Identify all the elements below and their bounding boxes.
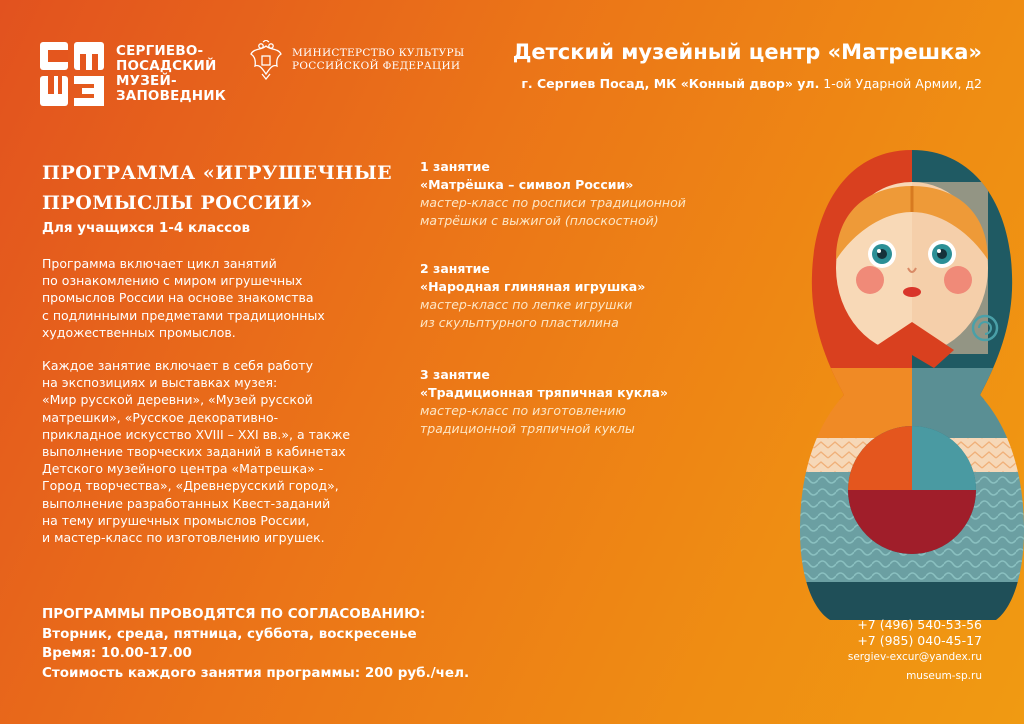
program-details: [42, 357, 412, 546]
text-line: выполнение творческих заданий в кабинетах: [42, 444, 346, 460]
museum-name-line: СЕРГИЕВО-: [116, 43, 204, 59]
lesson-1: [420, 158, 760, 230]
program-title-line: ПРОМЫСЛЫ РОССИИ»: [42, 192, 313, 214]
program-title-line: ПРОГРАММА «ИГРУШЕЧНЫЕ: [42, 162, 393, 184]
lesson-description: традиционной тряпичной куклы: [420, 421, 635, 436]
lesson-name: «Традиционная тряпичная кукла»: [420, 385, 668, 400]
lesson-name: «Матрёшка – символ России»: [420, 177, 634, 192]
lesson-description: мастер-класс по росписи традиционной: [420, 195, 686, 210]
museum-name-line: МУЗЕЙ-: [116, 73, 177, 89]
lesson-number: 3 занятие: [420, 367, 490, 382]
text-line: и мастер-класс по изготовлению игрушек.: [42, 530, 325, 546]
text-line: промыслов России на основе знакомства: [42, 290, 314, 306]
museum-name-line: ЗАПОВЕДНИК: [116, 88, 226, 104]
schedule-time: Время: 10.00-17.00: [42, 645, 192, 661]
lesson-3: [420, 366, 760, 438]
phone-link[interactable]: +7 (985) 040-45-17: [857, 632, 982, 648]
website-link[interactable]: museum-sp.ru: [906, 670, 982, 682]
lesson-number: 2 занятие: [420, 261, 490, 276]
text-line: художественных промыслов.: [42, 324, 236, 340]
center-title: Детский музейный центр «Матрешка»: [512, 40, 982, 64]
contacts-block: [848, 617, 982, 686]
lesson-2: [420, 260, 760, 332]
text-line: «Мир русской деревни», «Музей русской: [42, 392, 313, 408]
text-line: с подлинными предметами традиционных: [42, 307, 325, 323]
address-bold: г. Сергиев Посад, МК «Конный двор» ул.: [521, 76, 820, 91]
lesson-description: из скульптурного пластилина: [420, 315, 619, 330]
ministry-block: [248, 40, 465, 80]
lesson-description: матрёшки с выжигой (плоскостной): [420, 213, 659, 228]
center-address: [521, 76, 982, 91]
museum-name-line: ПОСАДСКИЙ: [116, 58, 217, 74]
ministry-name: [292, 47, 465, 73]
schedule-days: Вторник, среда, пятница, суббота, воскресенье: [42, 625, 417, 642]
lesson-description: мастер-класс по лепке игрушки: [420, 297, 633, 312]
program-title: [42, 158, 392, 218]
text-line: Каждое занятие включает в себя работу: [42, 358, 313, 373]
program-subtitle: Для учащихся 1-4 классов: [42, 220, 250, 236]
text-line: Программа включает цикл занятий: [42, 256, 277, 271]
lesson-description: мастер-класс по изготовлению: [420, 403, 626, 418]
text-line: Город творчества», «Древнерусский город»,: [42, 478, 339, 494]
text-line: матрешки», «Русское декоративно-: [42, 409, 279, 425]
phone-link[interactable]: +7 (496) 540-53-56: [857, 617, 982, 632]
museum-logo: [40, 42, 226, 106]
museum-logo-icon: [40, 42, 104, 106]
text-line: по ознакомлению с миром игрушечных: [42, 273, 303, 289]
ministry-line: РОССИЙСКОЙ ФЕДЕРАЦИИ: [292, 60, 461, 72]
schedule-price: Стоимость каждого занятия программы: 200 руб./чел.: [42, 664, 470, 681]
address-rest: 1-ой Ударной Армии, д2: [819, 76, 982, 91]
museum-name: [116, 44, 226, 104]
lesson-number: 1 занятие: [420, 159, 490, 174]
eagle-emblem-icon: [248, 40, 284, 80]
ministry-line: МИНИСТЕРСТВО КУЛЬТУРЫ: [292, 47, 465, 59]
program-description: [42, 255, 412, 341]
schedule-block: [42, 605, 469, 683]
email-link[interactable]: sergiev-excur@yandex.ru: [847, 651, 982, 663]
text-line: на экспозициях и выставках музея:: [42, 375, 278, 391]
text-line: прикладное искусство XVIII – XXI вв.», а также: [42, 426, 351, 442]
text-line: выполнение разработанных Квест-заданий: [42, 495, 331, 511]
text-line: Детского музейного центра «Матрешка» -: [42, 461, 324, 477]
lesson-name: «Народная глиняная игрушка»: [420, 279, 646, 294]
text-line: на тему игрушечных промыслов России,: [42, 512, 310, 528]
matryoshka-illustration: [800, 150, 1024, 620]
schedule-heading: ПРОГРАММЫ ПРОВОДЯТСЯ ПО СОГЛАСОВАНИЮ:: [42, 606, 426, 622]
